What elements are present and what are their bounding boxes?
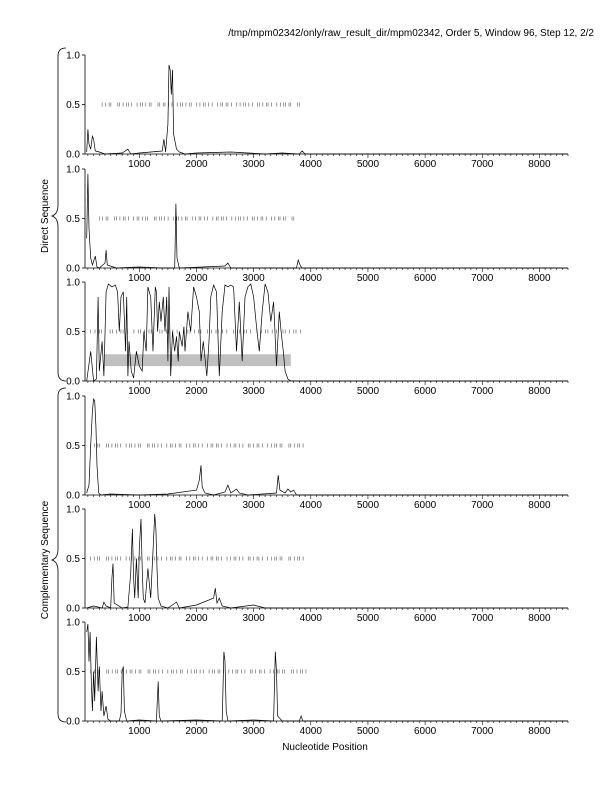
series-line <box>87 65 568 154</box>
panel-complementary-frame-1 <box>66 392 568 512</box>
x-axis-title: Nucleotide Position <box>282 742 368 753</box>
x-tick-label: 3000 <box>242 159 265 170</box>
direct-sequence-brace <box>52 48 66 381</box>
x-tick-label: 6000 <box>413 726 437 737</box>
chart-title: /tmp/mpm02342/only/raw_result_dir/mpm02342, Order 5, Window 96, Step 12, 2/2 <box>228 28 594 39</box>
x-tick-label: 1000 <box>128 726 151 737</box>
complementary-sequence-brace <box>52 388 66 722</box>
x-tick-label: 6000 <box>413 273 437 284</box>
y-tick-label: 1.0 <box>66 504 80 516</box>
x-tick-label: 1000 <box>128 613 151 624</box>
y-tick-label: 1.0 <box>66 164 80 176</box>
tick-marks-row <box>91 444 303 448</box>
x-tick-label: 8000 <box>528 159 551 170</box>
x-tick-label: 6000 <box>413 386 437 397</box>
x-tick-label: 1000 <box>128 159 151 170</box>
y-tick-label: 0.5 <box>66 554 80 565</box>
x-tick-label: 4000 <box>299 613 322 624</box>
x-tick-label: 5000 <box>356 500 380 511</box>
y-tick-label: 0.0 <box>66 603 80 615</box>
x-tick-label: 3000 <box>242 386 265 397</box>
y-tick-label: 0.5 <box>66 667 80 678</box>
y-tick-label: 0.5 <box>66 327 80 338</box>
panels-group <box>66 51 568 738</box>
y-tick-label: 1.0 <box>66 50 80 62</box>
y-tick-label: 0.0 <box>66 376 80 388</box>
x-tick-label: 6000 <box>413 613 437 624</box>
series-line <box>87 284 568 381</box>
x-tick-label: 5000 <box>356 386 380 397</box>
y-tick-label: 0.0 <box>66 149 80 161</box>
x-tick-label: 2000 <box>185 613 208 624</box>
y-tick-label: 1.0 <box>66 277 80 289</box>
x-tick-label: 2000 <box>185 273 208 284</box>
panel-direct-frame-3 <box>66 278 568 398</box>
x-tick-label: 4000 <box>299 726 322 737</box>
x-tick-label: 5000 <box>356 613 380 624</box>
complementary-sequence-label: Complementary Sequence <box>40 500 51 620</box>
x-tick-label: 7000 <box>471 159 494 170</box>
x-tick-label: 2000 <box>185 159 208 170</box>
x-tick-label: 4000 <box>299 273 322 284</box>
x-tick-label: 3000 <box>242 613 265 624</box>
x-tick-label: 5000 <box>356 159 380 170</box>
x-tick-label: 1000 <box>128 273 151 284</box>
x-tick-label: 8000 <box>528 726 551 737</box>
series-line <box>87 399 568 495</box>
direct-sequence-label: Direct Sequence <box>40 179 51 253</box>
x-tick-label: 4000 <box>299 159 322 170</box>
y-tick-label: 0.0 <box>66 716 80 728</box>
x-tick-label: 2000 <box>185 386 208 397</box>
x-tick-label: 2000 <box>185 726 208 737</box>
x-tick-label: 8000 <box>528 613 551 624</box>
x-tick-label: 6000 <box>413 159 437 170</box>
x-tick-label: 8000 <box>528 386 551 397</box>
x-tick-label: 5000 <box>356 726 380 737</box>
x-tick-label: 8000 <box>528 500 551 511</box>
tick-marks-row <box>99 217 293 221</box>
tick-marks-row <box>91 330 301 334</box>
panel-complementary-frame-2 <box>66 505 568 625</box>
x-tick-label: 1000 <box>128 386 151 397</box>
x-tick-label: 7000 <box>471 726 494 737</box>
y-tick-label: 0.0 <box>66 263 80 275</box>
x-tick-label: 7000 <box>471 500 494 511</box>
x-tick-label: 7000 <box>471 613 494 624</box>
x-tick-label: 4000 <box>299 386 322 397</box>
series-line <box>87 174 568 268</box>
series-line <box>87 514 568 608</box>
x-tick-label: 4000 <box>299 500 322 511</box>
x-tick-label: 7000 <box>471 386 494 397</box>
panel-direct-frame-2 <box>66 165 568 285</box>
x-tick-label: 3000 <box>242 726 265 737</box>
x-tick-label: 8000 <box>528 273 551 284</box>
y-tick-label: 1.0 <box>66 391 80 403</box>
y-tick-label: 0.5 <box>66 100 80 111</box>
panel-complementary-frame-3 <box>66 618 568 738</box>
x-tick-label: 3000 <box>242 273 265 284</box>
panel-direct-frame-1 <box>66 51 568 171</box>
y-tick-label: 0.0 <box>66 490 80 502</box>
x-tick-label: 2000 <box>185 500 208 511</box>
tick-marks-row <box>91 670 306 674</box>
y-tick-label: 0.5 <box>66 214 80 225</box>
gene-bar <box>105 354 291 366</box>
x-tick-label: 1000 <box>128 500 151 511</box>
x-tick-label: 5000 <box>356 273 380 284</box>
x-tick-label: 7000 <box>471 273 494 284</box>
tick-marks-row <box>102 103 299 107</box>
x-tick-label: 6000 <box>413 500 437 511</box>
tick-marks-row <box>91 557 303 561</box>
y-tick-label: 0.5 <box>66 441 80 452</box>
x-tick-label: 3000 <box>242 500 265 511</box>
y-tick-label: 1.0 <box>66 617 80 629</box>
